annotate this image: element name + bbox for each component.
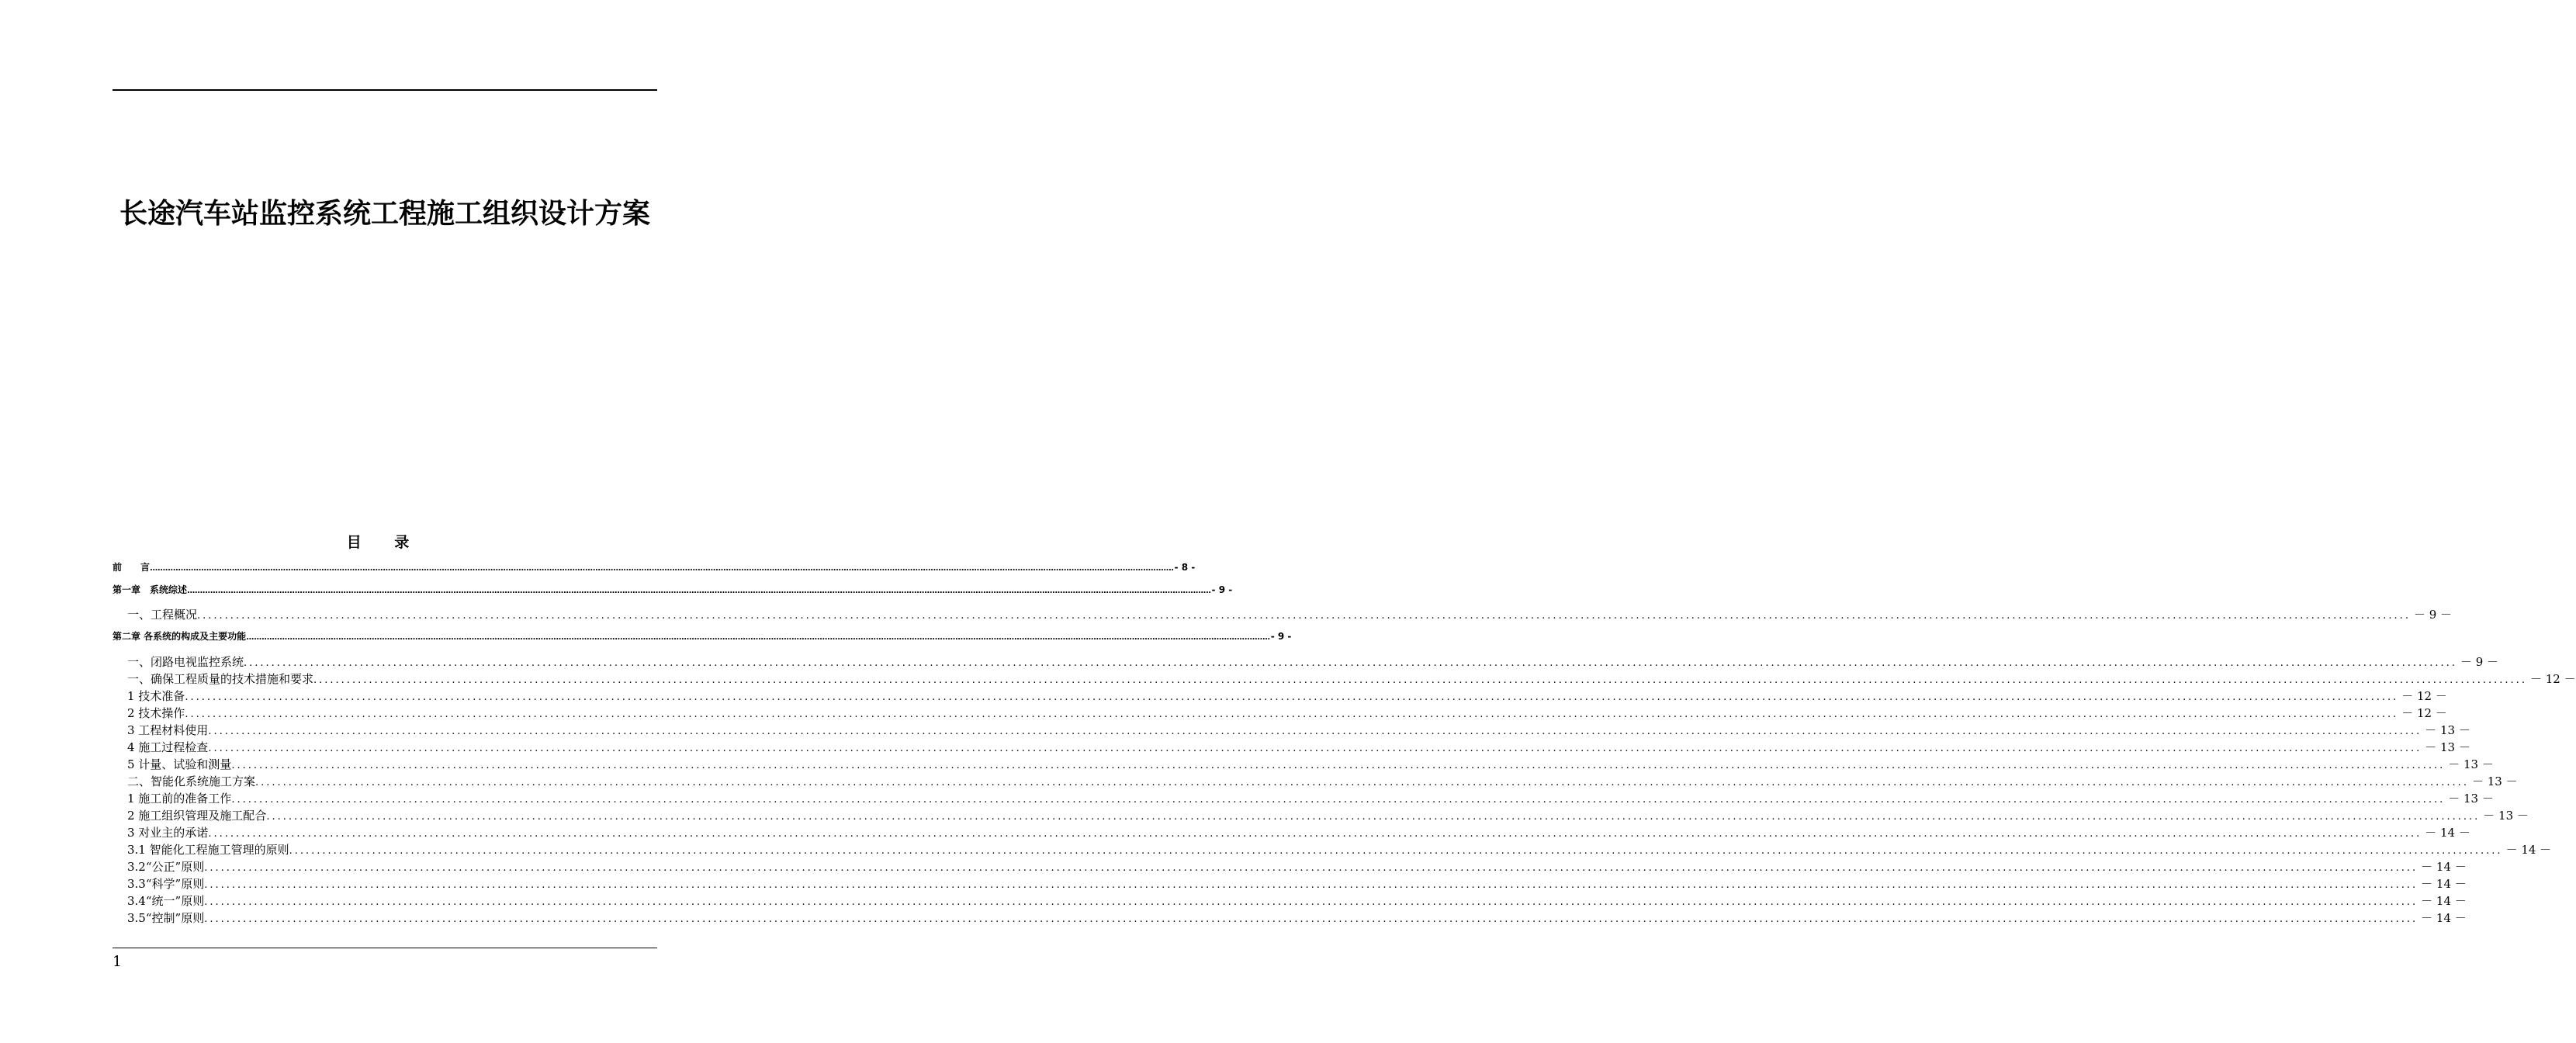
toc-entry-label: 3 工程材料使用: [127, 723, 209, 737]
toc-entry-label: 5 计量、试验和测量: [127, 757, 232, 771]
toc-entry-label: 3.4“统一”原则: [127, 894, 205, 908]
toc-entry[interactable]: [127, 859, 2467, 876]
toc-entry[interactable]: [127, 808, 2529, 825]
toc-dot-leader: ................................................................................................................................................................................................................................................................................................................................................................................................................: [208, 726, 2422, 737]
toc-entry-label: 前 言: [113, 562, 151, 573]
toc-entry[interactable]: [127, 842, 2552, 859]
toc-entry-label: 2 施工组织管理及施工配合: [127, 809, 267, 823]
toc-entry[interactable]: [127, 722, 2470, 740]
toc-dot-leader: ................................................................................................................................................................................................................................................................................................................................................................................................................: [185, 691, 2399, 703]
toc-dot-leader: ................................................................................................................................................................................................................................................................................................................................................................................................................: [208, 828, 2422, 840]
toc-dot-leader: ................................................................................................................................................................................................................................................................................................................................................................................................................: [185, 709, 2399, 720]
toc-entry-label: 3.1 智能化工程施工管理的原则: [127, 843, 289, 857]
toc-entry-label: 一、工程概况: [127, 608, 198, 622]
toc-dot-leader: ................................................................................................................................................................................................................................................................................................................................................................................................................: [187, 587, 1211, 595]
toc-dot-leader: ................................................................................................................................................................................................................................................................................................................................................................................................................: [266, 811, 2481, 823]
toc-dot-leader: ................................................................................................................................................................................................................................................................................................................................................................................................................: [204, 862, 2418, 874]
toc-entry-page: － 9 －: [2413, 608, 2453, 622]
toc-entry-page: － 13 －: [2425, 723, 2470, 737]
toc-entry-label: 3.2“公正”原则: [127, 860, 205, 874]
toc-entry-page: － 12 －: [2401, 689, 2447, 703]
document-title: 长途汽车站监控系统工程施工组织设计方案: [119, 198, 650, 230]
toc-entry[interactable]: [127, 607, 2453, 624]
toc-dot-leader: ................................................................................................................................................................................................................................................................................................................................................................................................................: [204, 913, 2418, 925]
toc-entry[interactable]: [127, 893, 2467, 910]
toc-entry-page: － 14 －: [2421, 860, 2467, 874]
toc-entry-page: － 13 －: [2483, 809, 2529, 823]
toc-entry-label: 4 施工过程检查: [127, 740, 209, 754]
toc-entry-page: － 13 －: [2448, 757, 2494, 771]
toc-entry-label: 3.5“控制”原则: [127, 911, 205, 925]
toc-entry-label: 一、闭路电视监控系统: [127, 655, 244, 669]
toc-entry[interactable]: [113, 584, 1233, 598]
toc-dot-leader: ................................................................................................................................................................................................................................................................................................................................................................................................................: [289, 845, 2503, 857]
toc-dot-leader: ................................................................................................................................................................................................................................................................................................................................................................................................................: [197, 610, 2411, 622]
toc-dot-leader: ................................................................................................................................................................................................................................................................................................................................................................................................................: [313, 674, 2527, 686]
toc-entry-page: - 9 -: [1270, 631, 1292, 642]
toc-heading: 目 录: [346, 534, 424, 551]
toc-entry-label: 二、智能化系统施工方案: [127, 774, 256, 788]
toc-entry-label: 1 技术准备: [127, 689, 185, 703]
toc-entry[interactable]: [127, 671, 2576, 688]
toc-dot-leader: ................................................................................................................................................................................................................................................................................................................................................................................................................: [204, 879, 2418, 891]
toc-entry[interactable]: [127, 688, 2447, 705]
toc-dot-leader: ................................................................................................................................................................................................................................................................................................................................................................................................................: [231, 794, 2446, 806]
toc-entry[interactable]: [127, 757, 2494, 774]
toc-entry[interactable]: [113, 561, 1196, 575]
toc-entry-page: － 13 －: [2448, 792, 2494, 806]
toc-dot-leader: ................................................................................................................................................................................................................................................................................................................................................................................................................: [255, 777, 2469, 788]
toc-entry-label: 1 施工前的准备工作: [127, 792, 232, 806]
toc-entry-page: － 13 －: [2425, 740, 2470, 754]
toc-entry-label: 2 技术操作: [127, 706, 185, 720]
toc-dot-leader: ................................................................................................................................................................................................................................................................................................................................................................................................................: [204, 896, 2418, 908]
toc-entry-label: 第二章 各系统的构成及主要功能: [113, 631, 247, 642]
toc-entry[interactable]: [127, 654, 2499, 671]
toc-entry-page: － 14 －: [2421, 894, 2467, 908]
toc-entry-page: － 14 －: [2425, 826, 2470, 840]
toc-entry[interactable]: [127, 910, 2467, 927]
toc-dot-leader: ................................................................................................................................................................................................................................................................................................................................................................................................................: [150, 564, 1174, 573]
toc-entry-label: 一、确保工程质量的技术措施和要求: [127, 672, 314, 686]
toc-entry-label: 3 对业主的承诺: [127, 826, 209, 840]
toc-entry-page: - 8 -: [1174, 562, 1196, 573]
toc-entry[interactable]: [127, 774, 2518, 791]
toc-entry[interactable]: [113, 630, 1292, 644]
toc-entry-page: - 9 -: [1211, 584, 1233, 595]
toc-entry-page: － 14 －: [2421, 877, 2467, 891]
toc-dot-leader: ................................................................................................................................................................................................................................................................................................................................................................................................................: [246, 633, 1270, 642]
toc-dot-leader: ................................................................................................................................................................................................................................................................................................................................................................................................................: [231, 760, 2446, 771]
toc-entry-label: 第一章 系统综述: [113, 584, 188, 595]
toc-entry-page: － 9 －: [2460, 655, 2499, 669]
page-number: 1: [113, 953, 123, 970]
toc-entry-page: － 14 －: [2421, 911, 2467, 925]
toc-entry[interactable]: [127, 825, 2470, 842]
toc-entry-page: － 12 －: [2401, 706, 2447, 720]
toc-dot-leader: ................................................................................................................................................................................................................................................................................................................................................................................................................: [244, 657, 2457, 669]
toc-entry[interactable]: [127, 791, 2494, 808]
toc-entry[interactable]: [127, 876, 2467, 893]
toc-entry[interactable]: [127, 705, 2447, 722]
toc-entry-page: － 12 －: [2529, 672, 2576, 686]
toc-dot-leader: ................................................................................................................................................................................................................................................................................................................................................................................................................: [208, 743, 2422, 754]
toc-entry-label: 3.3“科学”原则: [127, 877, 205, 891]
toc-entry[interactable]: [127, 740, 2470, 757]
toc-entry-page: － 14 －: [2505, 843, 2552, 857]
toc-entry-page: － 13 －: [2471, 774, 2518, 788]
header-rule: [113, 89, 657, 91]
